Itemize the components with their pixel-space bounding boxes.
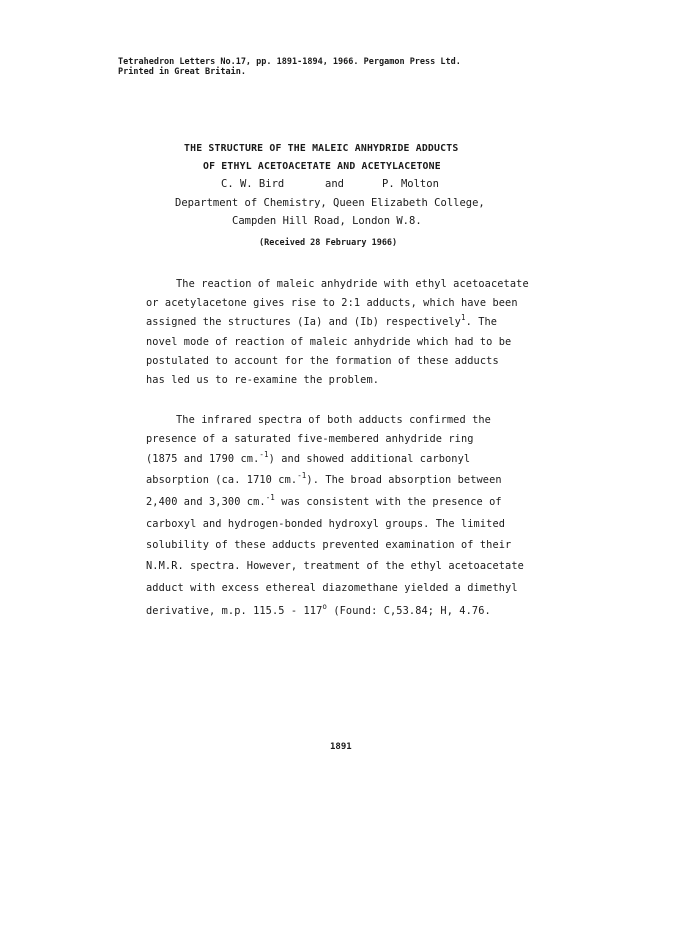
- p2-line-7: solubility of these adducts prevented examination of their: [146, 539, 512, 551]
- p2-line-1: The infrared spectra of both adducts confirmed the: [176, 414, 491, 426]
- printed-in: Printed in Great Britain.: [118, 67, 246, 77]
- p1-line-1: The reaction of maleic anhydride with ethyl acetoacetate: [176, 278, 529, 290]
- p1-line-3: assigned the structures (Ia) and (Ib) respectively$^1$. The: [146, 313, 498, 328]
- p2-line-4: absorption (ca. 1710 cm.$^{-1}$). The broad absorption between: [146, 471, 502, 486]
- affiliation-line-2: Campden Hill Road, London W.8.: [232, 215, 422, 227]
- title-line-1: THE STRUCTURE OF THE MALEIC ANHYDRIDE ADDUCTS: [184, 143, 459, 154]
- author-2: P. Molton: [382, 178, 439, 190]
- p2-line-5: 2,400 and 3,300 cm.$^{-1}$ was consistent with the presence of: [146, 493, 502, 508]
- p2-line-8: N.M.R. spectra. However, treatment of the ethyl acetoacetate: [146, 560, 524, 572]
- page-number: 1891: [330, 742, 352, 752]
- p1-line-2: or acetylacetone gives rise to 2:1 adducts, which have been: [146, 297, 518, 309]
- p2-line-9: adduct with excess ethereal diazomethane yielded a dimethyl: [146, 582, 518, 594]
- journal-citation: Tetrahedron Letters No.17, pp. 1891-1894, 1966. Pergamon Press Ltd.: [118, 57, 461, 67]
- p2-line-10: derivative, m.p. 115.5 - 117$^o$ (Found: C,53.84; H, 4.76.: [146, 602, 491, 617]
- p2-line-6: carboxyl and hydrogen-bonded hydroxyl groups. The limited: [146, 518, 506, 530]
- p1-line-6: has led us to re-examine the problem.: [146, 374, 380, 386]
- p2-line-3: (1875 and 1790 cm.$^{-1}$) and showed additional carbonyl: [146, 450, 471, 465]
- affiliation-line-1: Department of Chemistry, Queen Elizabeth College,: [175, 197, 485, 209]
- p1-line-4: novel mode of reaction of maleic anhydride which had to be: [146, 336, 512, 348]
- author-and: and: [325, 178, 344, 190]
- received-date: (Received 28 February 1966): [259, 238, 398, 248]
- p1-line-5: postulated to account for the formation of these adducts: [146, 355, 499, 367]
- author-1: C. W. Bird: [221, 178, 285, 190]
- title-line-2: OF ETHYL ACETOACETATE AND ACETYLACETONE: [203, 161, 441, 172]
- p2-line-2: presence of a saturated five-membered anhydride ring: [146, 433, 474, 445]
